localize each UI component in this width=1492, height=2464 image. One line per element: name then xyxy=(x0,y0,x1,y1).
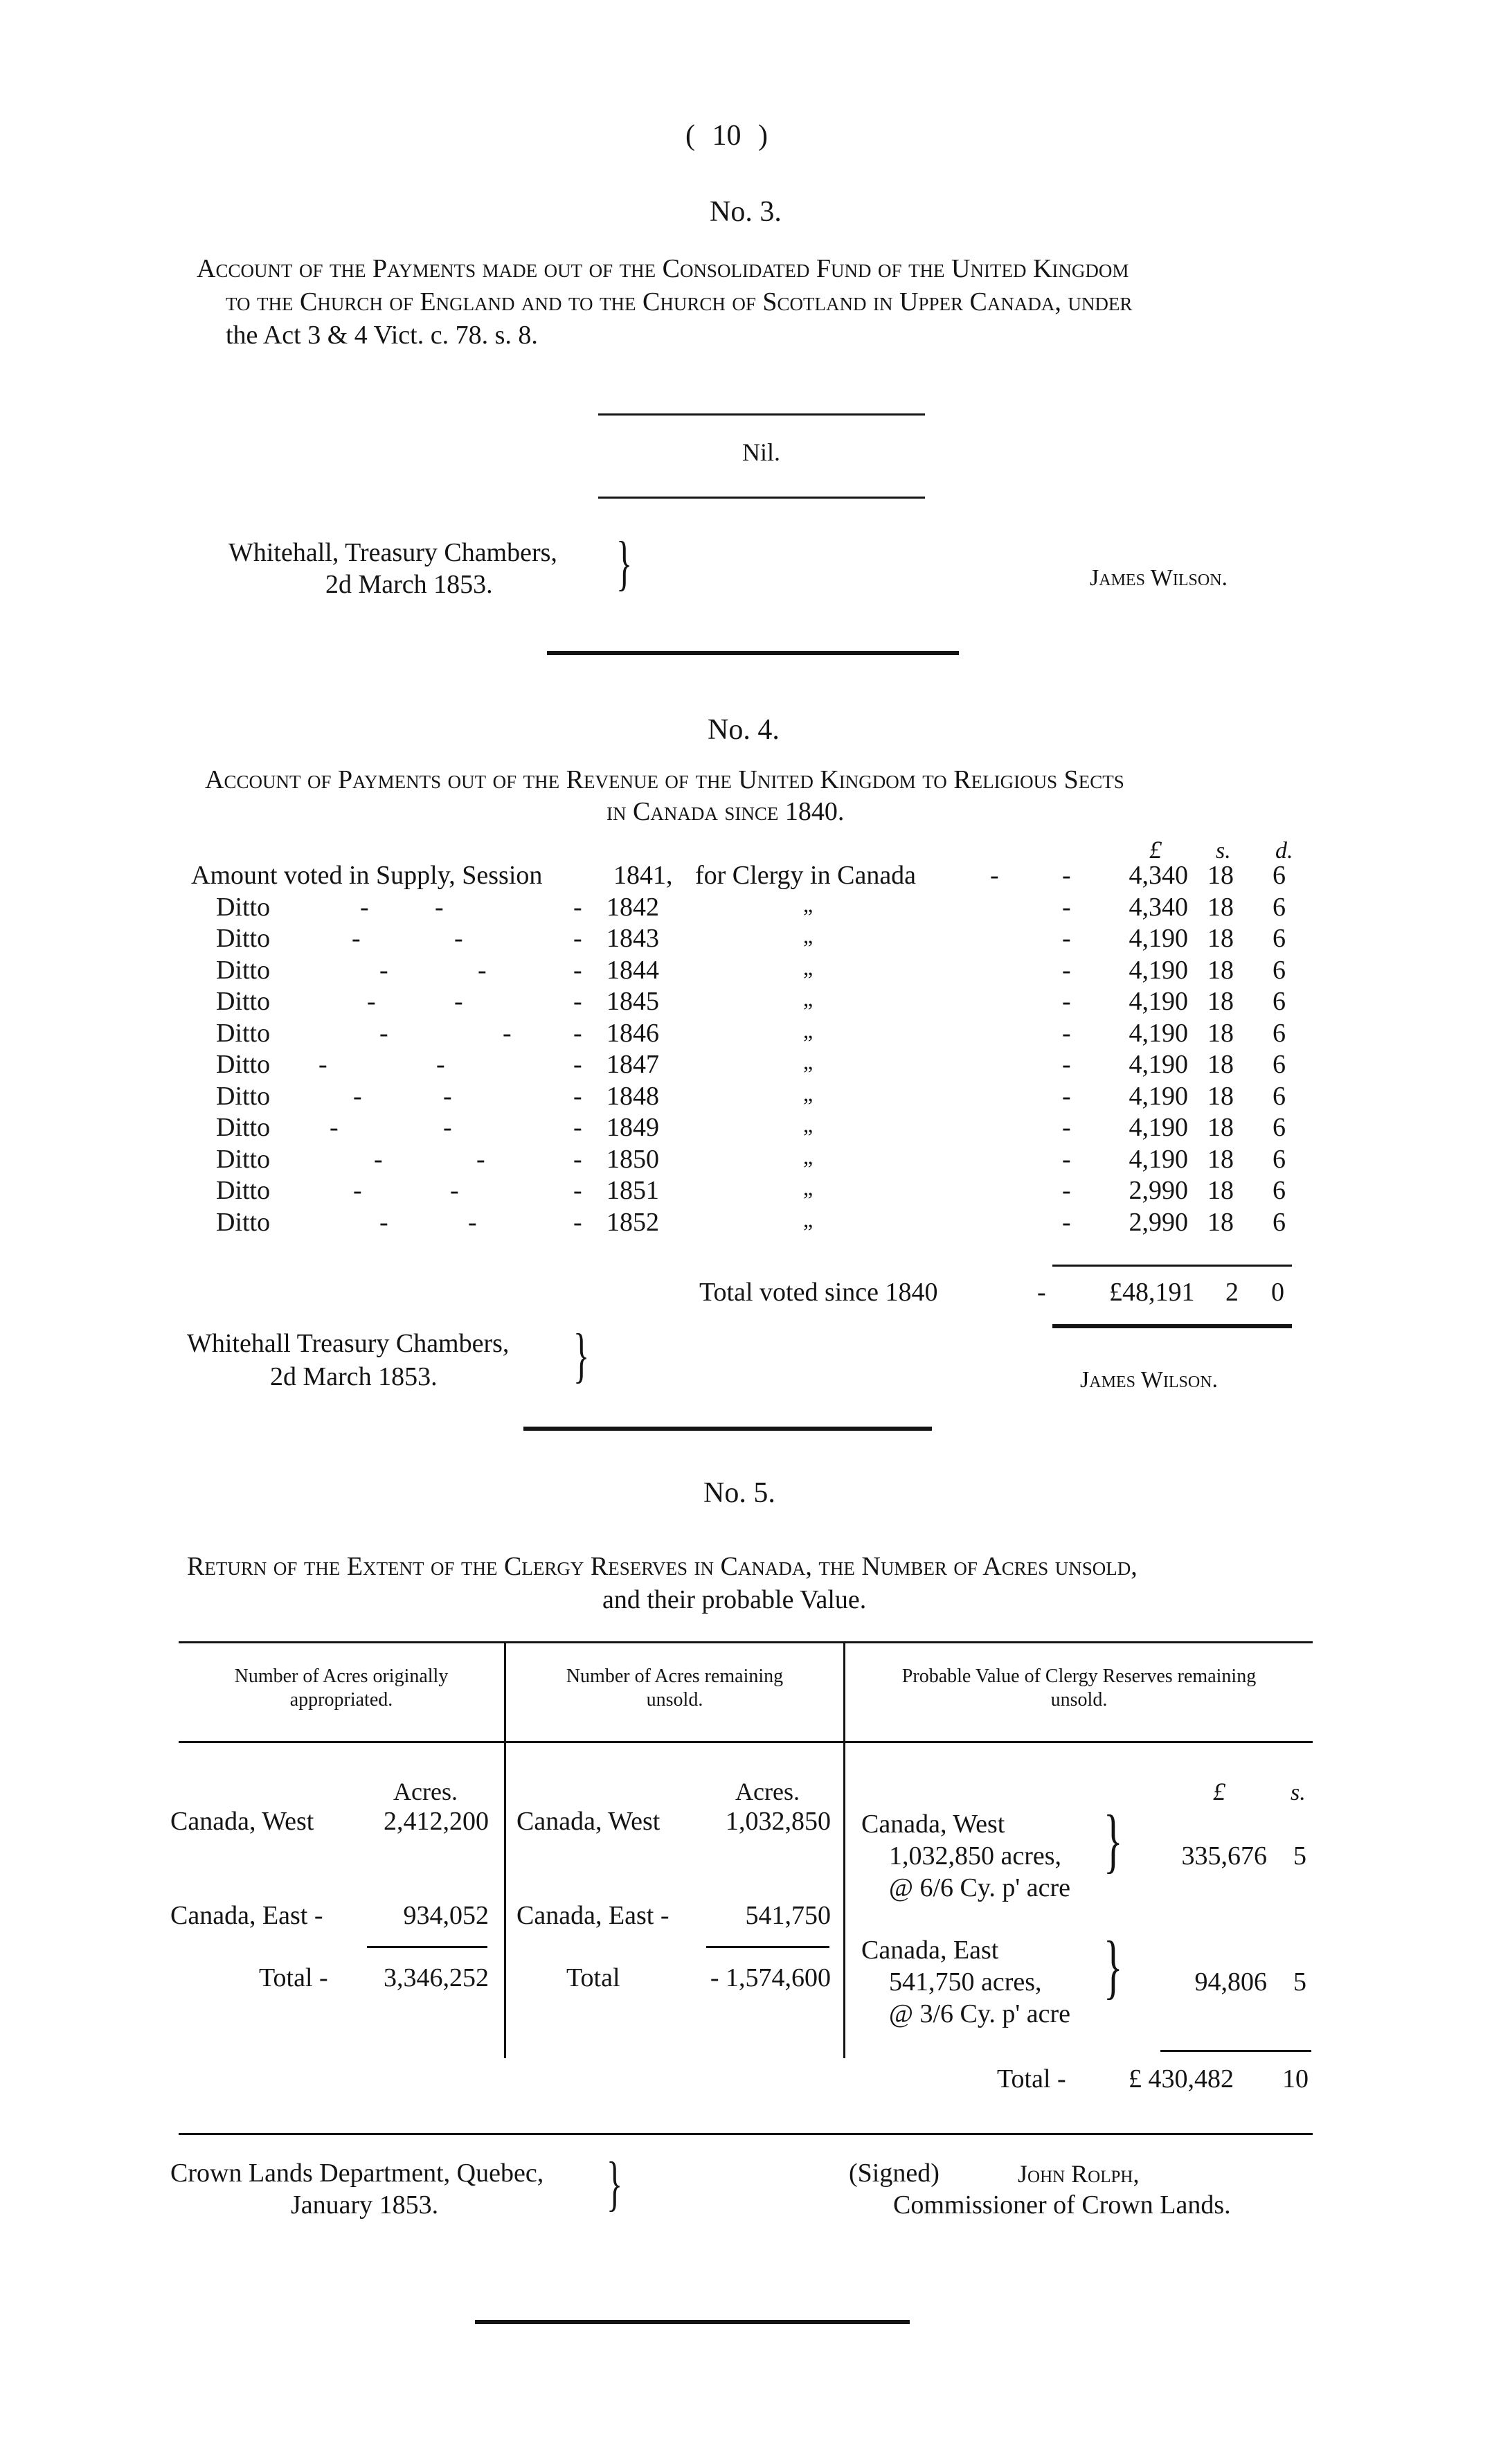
no4-row-dash: - xyxy=(353,1082,362,1111)
no4-header-pence: d. xyxy=(1275,838,1293,864)
no4-total-pounds: £48,191 xyxy=(1109,1278,1195,1307)
no4-row-year: 1845 xyxy=(606,987,659,1016)
no4-row-pounds: 4,190 xyxy=(1129,1019,1188,1048)
no4-row-shillings: 18 xyxy=(1207,861,1234,890)
no4-place-line1: Whitehall Treasury Chambers, xyxy=(187,1329,510,1358)
no3-brace: } xyxy=(616,530,633,597)
no4-row-label: Ditto xyxy=(216,1145,271,1174)
no4-row-dash: - xyxy=(379,1019,388,1048)
no5-col3-west-pounds: 335,676 xyxy=(1181,1841,1267,1871)
no4-row-pence: 6 xyxy=(1273,861,1286,890)
no3-title-line2: to the Church of England and to the Church of Scotland in Upper Canada, under xyxy=(226,287,1133,316)
no4-row-pence: 6 xyxy=(1273,987,1286,1016)
no5-col3-west-line3: @ 6/6 Cy. p' acre xyxy=(889,1873,1071,1902)
no4-header-shillings: s. xyxy=(1216,838,1231,864)
no4-row-shillings: 18 xyxy=(1207,1176,1234,1205)
no4-row-label: Amount voted in Supply, Session xyxy=(191,861,543,890)
no4-row-shillings: 18 xyxy=(1207,987,1234,1016)
no5-col2-east-value: 541,750 xyxy=(745,1901,831,1930)
no5-signatory-title: Commissioner of Crown Lands. xyxy=(893,2190,1231,2220)
no4-row-dash: - xyxy=(1062,1176,1071,1205)
no5-place-line2: January 1853. xyxy=(291,2190,439,2220)
no3-place-line1: Whitehall, Treasury Chambers, xyxy=(228,538,557,567)
no4-row-pence: 6 xyxy=(1273,924,1286,953)
no4-row-year: 1848 xyxy=(606,1082,659,1111)
no3-title-line3: the Act 3 & 4 Vict. c. 78. s. 8. xyxy=(226,321,538,350)
no5-col3-pound-sign: £ xyxy=(1213,1778,1225,1805)
no5-col1-total-rule xyxy=(367,1946,487,1948)
no4-row-dash: - xyxy=(379,956,388,985)
no3-place-line2: 2d March 1853. xyxy=(325,570,493,599)
no4-row-dash: - xyxy=(454,924,463,953)
no5-col2-total-label: Total xyxy=(566,1963,620,1992)
no4-row-shillings: 18 xyxy=(1207,1019,1234,1048)
no5-col3-east-shillings: 5 xyxy=(1293,1967,1306,1997)
no3-body-nil: Nil. xyxy=(742,438,781,466)
no5-col3-west-line1: Canada, West xyxy=(861,1810,1005,1839)
no5-col3-header xyxy=(845,1665,1313,1712)
no4-row-dash: - xyxy=(1062,1208,1071,1237)
no5-table-bottom-rule xyxy=(179,2133,1313,2135)
no5-col3-shilling-sign: s. xyxy=(1291,1780,1306,1805)
no5-col3-west-line2: 1,032,850 acres, xyxy=(889,1841,1062,1871)
no4-row-shillings: 18 xyxy=(1207,1145,1234,1174)
no4-row-shillings: 18 xyxy=(1207,956,1234,985)
no5-col1-west-label: Canada, West xyxy=(170,1807,314,1836)
no5-col3-header-line1: Probable Value of Clergy Reserves remaining xyxy=(901,1666,1257,1687)
no4-row-ditto-mark: „ xyxy=(803,1175,814,1200)
no5-col1-total-value: 3,346,252 xyxy=(384,1963,489,1992)
no4-row-dash: - xyxy=(573,1113,582,1142)
no5-header-rule xyxy=(179,1741,1313,1743)
no4-row-dash: - xyxy=(573,1019,582,1048)
no4-row-label: Ditto xyxy=(216,893,271,922)
no5-place-brace: } xyxy=(606,2150,623,2217)
no4-row-dash: - xyxy=(468,1208,477,1237)
no4-row-shillings: 18 xyxy=(1207,1050,1234,1079)
no4-row-ditto-mark: „ xyxy=(803,1049,814,1074)
no3-signatory: James Wilson. xyxy=(1090,565,1228,591)
no4-row-dash: - xyxy=(1062,1145,1071,1174)
no4-row-shillings: 18 xyxy=(1207,1082,1234,1111)
no5-col1-acres-label: Acres. xyxy=(393,1778,458,1805)
no4-row-ditto-mark: „ xyxy=(803,1018,814,1043)
no4-row-shillings: 18 xyxy=(1207,1113,1234,1142)
no4-total-dash: - xyxy=(1037,1278,1046,1307)
no4-row-dash: - xyxy=(573,1208,582,1237)
no4-row-dash: - xyxy=(374,1145,383,1174)
no4-row-dash: - xyxy=(1062,1050,1071,1079)
no5-col3-east-line1: Canada, East xyxy=(861,1936,999,1965)
no4-row-year: 1841, xyxy=(613,861,673,890)
no4-row-pence: 6 xyxy=(1273,893,1286,922)
no4-row-dash: - xyxy=(443,1113,452,1142)
no4-row-dash: - xyxy=(573,1176,582,1205)
no4-row-pounds: 2,990 xyxy=(1129,1208,1188,1237)
no4-row-dash: - xyxy=(990,861,999,890)
no5-col3-east-pounds: 94,806 xyxy=(1194,1967,1267,1997)
no4-row-dash: - xyxy=(1062,893,1071,922)
no4-row-dash: - xyxy=(1062,956,1071,985)
no4-row-pounds: 2,990 xyxy=(1129,1176,1188,1205)
no4-total-label: Total voted since 1840 xyxy=(699,1278,938,1307)
no5-col3-west-brace: } xyxy=(1104,1801,1123,1880)
no5-col3-east-line3: @ 3/6 Cy. p' acre xyxy=(889,1999,1071,2028)
no5-col2-header-line2: unsold. xyxy=(646,1689,703,1711)
no5-col1-header-line2: appropriated. xyxy=(289,1689,393,1711)
no4-row-dash: - xyxy=(436,1050,445,1079)
no5-col1-east-label: Canada, East - xyxy=(170,1901,323,1930)
no4-row-pence: 6 xyxy=(1273,1050,1286,1079)
no4-row-dash: - xyxy=(443,1082,452,1111)
no4-total-pence: 0 xyxy=(1271,1278,1284,1307)
no3-heading: No. 3. xyxy=(710,196,782,228)
no5-signatory: John Rolph, xyxy=(1018,2160,1140,2188)
no4-row-dash: - xyxy=(478,956,487,985)
no4-row-dash: - xyxy=(1062,1113,1071,1142)
no4-row-pounds: 4,340 xyxy=(1129,893,1188,922)
no4-row-dash: - xyxy=(573,956,582,985)
no4-row-pounds: 4,190 xyxy=(1129,956,1188,985)
no4-row-pounds: 4,190 xyxy=(1129,1050,1188,1079)
no4-row-dash: - xyxy=(1062,924,1071,953)
no4-row-label: Ditto xyxy=(216,924,271,953)
no4-row-dash: - xyxy=(450,1176,459,1205)
no4-row-dash: - xyxy=(330,1113,339,1142)
no5-table-top-rule xyxy=(179,1641,1313,1643)
no4-row-year: 1850 xyxy=(606,1145,659,1174)
no3-rule-bottom xyxy=(598,497,925,499)
no4-row-ditto-mark: „ xyxy=(803,986,814,1011)
no4-row-year: 1843 xyxy=(606,924,659,953)
no4-row-dash: - xyxy=(1062,1019,1071,1048)
no5-col2-header xyxy=(506,1665,843,1712)
no4-row-pence: 6 xyxy=(1273,1176,1286,1205)
no4-total-rule-bottom xyxy=(1052,1324,1292,1328)
no4-heading: No. 4. xyxy=(708,714,780,746)
no5-col2-total-value: - 1,574,600 xyxy=(710,1963,831,1992)
no4-row-pence: 6 xyxy=(1273,1082,1286,1111)
no4-row-dash: - xyxy=(353,1176,362,1205)
no5-col3-header-line2: unsold. xyxy=(1050,1689,1108,1711)
no4-row-dash: - xyxy=(573,1050,582,1079)
no4-row-year: 1844 xyxy=(606,956,659,985)
no4-row-label: Ditto xyxy=(216,956,271,985)
no4-row-dash: - xyxy=(573,893,582,922)
no4-row-label: Ditto xyxy=(216,1082,271,1111)
no5-title-line1: Return of the Extent of the Clergy Reserves in Canada, the Number of Acres unsold, xyxy=(187,1552,1138,1581)
no4-row-shillings: 18 xyxy=(1207,893,1234,922)
no4-row-label: Ditto xyxy=(216,1019,271,1048)
no4-row-shillings: 18 xyxy=(1207,924,1234,953)
no3-rule-top xyxy=(598,413,925,416)
no4-row-purpose: for Clergy in Canada xyxy=(695,861,917,890)
no4-row-pence: 6 xyxy=(1273,1019,1286,1048)
no5-col3-total-rule xyxy=(1160,2050,1311,2052)
no5-col1-west-value: 2,412,200 xyxy=(384,1807,489,1836)
no4-row-dash: - xyxy=(573,1145,582,1174)
no4-row-dash: - xyxy=(476,1145,485,1174)
no4-row-year: 1849 xyxy=(606,1113,659,1142)
no4-row-dash: - xyxy=(1062,861,1071,890)
no4-row-dash: - xyxy=(573,987,582,1016)
no4-row-pence: 6 xyxy=(1273,1113,1286,1142)
no5-col3-total-shillings: 10 xyxy=(1282,2064,1309,2093)
no4-row-year: 1847 xyxy=(606,1050,659,1079)
no4-place-line2: 2d March 1853. xyxy=(270,1362,438,1391)
no4-row-year: 1842 xyxy=(606,893,659,922)
no4-row-dash: - xyxy=(1062,987,1071,1016)
no4-title-line2: in Canada since 1840. xyxy=(606,797,845,826)
no5-col1-total-label: Total - xyxy=(259,1963,328,1992)
no4-row-dash: - xyxy=(367,987,376,1016)
no4-row-year: 1852 xyxy=(606,1208,659,1237)
section-divider-1 xyxy=(547,651,959,655)
no4-row-year: 1851 xyxy=(606,1176,659,1205)
no4-header-pounds: £ xyxy=(1149,836,1162,864)
no5-col3-east-brace: } xyxy=(1104,1927,1123,2006)
no4-row-label: Ditto xyxy=(216,1113,271,1142)
no4-row-pence: 6 xyxy=(1273,956,1286,985)
no4-row-dash: - xyxy=(503,1019,512,1048)
no5-title-line2: and their probable Value. xyxy=(602,1585,867,1614)
no5-col2-acres-label: Acres. xyxy=(735,1778,800,1805)
no4-signatory: James Wilson. xyxy=(1080,1367,1219,1393)
no4-row-dash: - xyxy=(379,1208,388,1237)
no4-row-shillings: 18 xyxy=(1207,1208,1234,1237)
no4-row-pounds: 4,340 xyxy=(1129,861,1188,890)
no4-row-ditto-mark: „ xyxy=(803,1207,814,1232)
no5-col3-total-pounds: £ 430,482 xyxy=(1129,2064,1234,2093)
no5-col2-west-value: 1,032,850 xyxy=(726,1807,831,1836)
no4-row-label: Ditto xyxy=(216,987,271,1016)
no4-row-pounds: 4,190 xyxy=(1129,987,1188,1016)
no4-row-dash: - xyxy=(454,987,463,1016)
no4-row-dash: - xyxy=(573,1082,582,1111)
no5-col2-west-label: Canada, West xyxy=(516,1807,660,1836)
no4-title-line1: Account of Payments out of the Revenue of the United Kingdom to Religious Sects xyxy=(205,765,1124,794)
no4-row-dash: - xyxy=(1062,1082,1071,1111)
page-end-rule xyxy=(475,2320,910,2324)
no5-signed: (Signed) xyxy=(849,2159,940,2188)
no4-row-pence: 6 xyxy=(1273,1145,1286,1174)
no5-col1-east-value: 934,052 xyxy=(403,1901,489,1930)
no4-row-ditto-mark: „ xyxy=(803,955,814,980)
no4-row-year: 1846 xyxy=(606,1019,659,1048)
no5-col1-header-line1: Number of Acres originally xyxy=(234,1666,449,1687)
no4-total-rule-top xyxy=(1052,1265,1292,1267)
no4-row-ditto-mark: „ xyxy=(803,1081,814,1106)
no4-row-pounds: 4,190 xyxy=(1129,1145,1188,1174)
no4-row-label: Ditto xyxy=(216,1208,271,1237)
no4-total-shillings: 2 xyxy=(1225,1278,1239,1307)
no5-col2-total-rule xyxy=(706,1946,829,1948)
no5-col2-east-label: Canada, East - xyxy=(516,1901,669,1930)
no4-row-dash: - xyxy=(352,924,361,953)
no4-row-pence: 6 xyxy=(1273,1208,1286,1237)
no4-row-ditto-mark: „ xyxy=(803,1112,814,1137)
no4-row-dash: - xyxy=(318,1050,327,1079)
no4-row-dash: - xyxy=(360,893,369,922)
no4-row-dash: - xyxy=(435,893,444,922)
no4-row-pounds: 4,190 xyxy=(1129,1082,1188,1111)
no3-title-line1: Account of the Payments made out of the Consolidated Fund of the United Kingdom xyxy=(197,254,1129,283)
no4-brace: } xyxy=(573,1322,590,1389)
no4-row-ditto-mark: „ xyxy=(803,923,814,948)
section-divider-2 xyxy=(523,1427,932,1431)
no4-row-pounds: 4,190 xyxy=(1129,924,1188,953)
no4-row-pounds: 4,190 xyxy=(1129,1113,1188,1142)
no5-col3-west-shillings: 5 xyxy=(1293,1841,1306,1871)
no4-row-label: Ditto xyxy=(216,1176,271,1205)
no4-row-ditto-mark: „ xyxy=(803,1144,814,1169)
no5-col2-header-line1: Number of Acres remaining xyxy=(566,1666,784,1687)
no4-row-ditto-mark: „ xyxy=(803,892,814,917)
page-number: ( 10 ) xyxy=(685,120,768,152)
no5-col1-header xyxy=(179,1665,504,1712)
no5-place-line1: Crown Lands Department, Quebec, xyxy=(170,2159,544,2188)
no5-heading: No. 5. xyxy=(703,1477,775,1509)
no5-col3-east-line2: 541,750 acres, xyxy=(889,1967,1042,1997)
no4-row-label: Ditto xyxy=(216,1050,271,1079)
no5-col3-total-label: Total - xyxy=(997,2064,1066,2093)
no4-row-dash: - xyxy=(573,924,582,953)
